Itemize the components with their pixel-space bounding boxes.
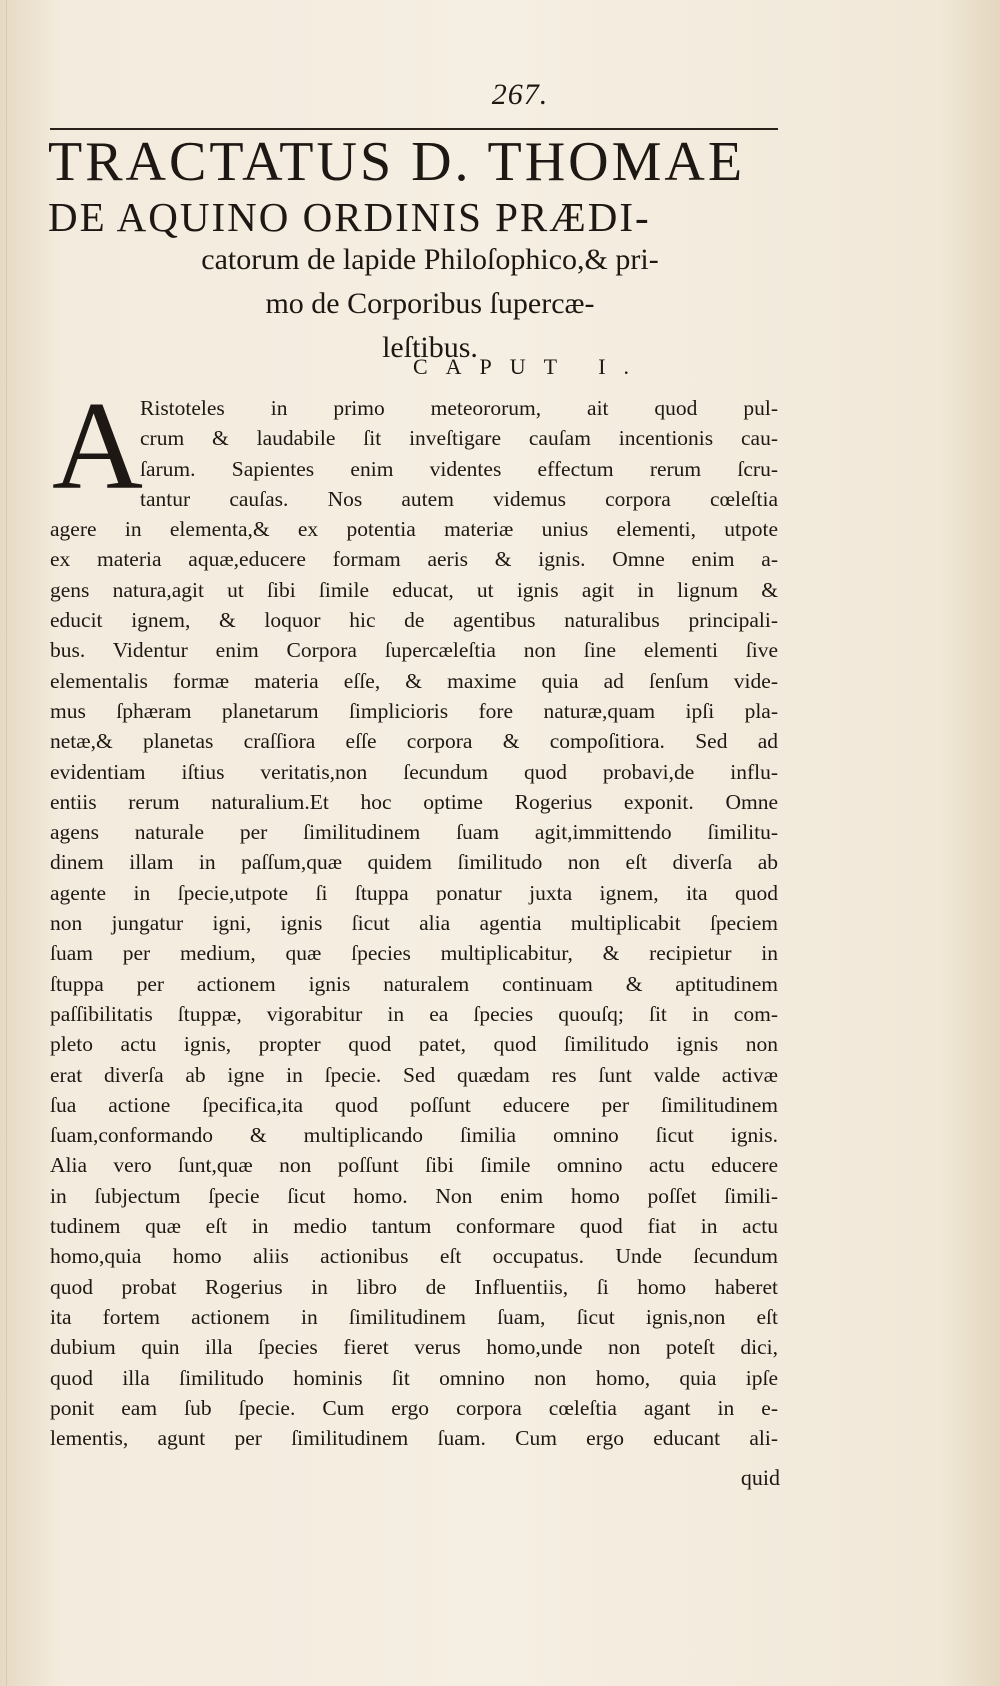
text-line: crum & laudabile ſit inveſtigare cauſam incentionis cau- — [140, 426, 778, 451]
text-line: gens natura,agit ut ſibi ſimile educat, ut ignis agit in lignum & — [50, 577, 778, 602]
text-line: in ſubjectum ſpecie ſicut homo. Non enim homo poſſet ſimili- — [50, 1183, 778, 1208]
text-line: Ristoteles in primo meteororum, ait quod pul- — [140, 396, 778, 420]
text-line: quod illa ſimilitudo hominis ſit omnino non homo, quia ipſe — [50, 1365, 778, 1390]
title-line-1: TRACTATUS D. THOMAE — [48, 131, 746, 193]
text-line: ponit eam ſub ſpecie. Cum ergo corpora cœleſtia agant in e- — [50, 1395, 778, 1420]
text-line: dubium quin illa ſpecies fieret verus homo,unde non poteſt dici, — [50, 1335, 778, 1360]
body-text — [50, 377, 778, 1453]
text-line: tudinem quæ eſt in medio tantum conformare quod fiat in actu — [50, 1214, 778, 1239]
text-line: agere in elementa,& ex potentia materiæ unius elementi, utpote — [50, 517, 778, 542]
text-line: ſua actione ſpecifica,ita quod poſſunt educere per ſimilitudinem — [50, 1092, 778, 1117]
text-line: ſuam per medium, quæ ſpecies multiplicabitur, & recipietur in — [50, 941, 778, 966]
text-line: dinem illam in paſſum,quæ quidem ſimilitudo non eſt diverſa ab — [50, 850, 778, 875]
title-line-4: mo de Corporibus ſupercæ- — [265, 287, 595, 320]
text-line: tantur cauſas. Nos autem videmus corpora cœleſtia — [140, 486, 778, 511]
text-line: lementis, agunt per ſimilitudinem ſuam. Cum ergo educant ali- — [50, 1426, 778, 1451]
title-line-2: DE AQUINO ORDINIS PRÆDI- — [48, 194, 651, 240]
text-line: paſſibilitatis ſtuppæ, vigorabitur in ea ſpecies quouſq; ſit in com- — [50, 1001, 778, 1026]
text-line: ſtuppa per actionem ignis naturalem continuam & aptitudinem — [50, 971, 778, 996]
text-line: entiis rerum naturalium.Et hoc optime Rogerius exponit. Omne — [50, 789, 778, 814]
text-line: quod probat Rogerius in libro de Influentiis, ſi homo haberet — [50, 1274, 778, 1299]
text-line: elementalis formæ materia eſſe, & maxime quia ad ſenſum vide- — [50, 668, 778, 693]
text-line: erat diverſa ab igne in ſpecie. Sed quædam res ſunt valde activæ — [50, 1062, 778, 1087]
text-line: netæ,& planetas craſſiora eſſe corpora & compoſitiora. Sed ad — [50, 729, 778, 754]
text-line: ſarum. Sapientes enim videntes effectum rerum ſcru- — [140, 456, 778, 481]
title-line-5: leſtibus. — [382, 331, 478, 364]
text-line: educit ignem, & loquor hic de agentibus naturalibus principali- — [50, 608, 778, 633]
text-line: pleto actu ignis, propter quod patet, quod ſimilitudo ignis non — [50, 1032, 778, 1057]
title-line-3: catorum de lapide Philoſophico,& pri- — [201, 243, 659, 276]
catchword: quid — [740, 1465, 780, 1490]
title-continuation — [130, 238, 730, 370]
drop-cap: A — [52, 377, 143, 516]
text-line: Alia vero ſunt,quæ non poſſunt ſibi ſimile omnino actu educere — [50, 1153, 778, 1178]
text-line: homo,quia homo aliis actionibus eſt occupatus. Unde ſecundum — [50, 1244, 778, 1269]
text-line: agens naturale per ſimilitudinem ſuam agit,immittendo ſimilitu- — [50, 820, 778, 845]
text-line: ex materia aquæ,educere formam aeris & ignis. Omne enim a- — [50, 547, 778, 572]
text-line: agente in ſpecie,utpote ſi ſtuppa ponatur juxta ignem, ita quod — [50, 880, 778, 905]
text-line: mus ſphæram planetarum ſimplicioris fore naturæ,quam ipſi pla- — [50, 698, 778, 723]
text-line: non jungatur igni, ignis ſicut alia agentia multiplicabit ſpeciem — [50, 911, 778, 936]
page-edge-shadow — [6, 0, 7, 1686]
text-line: evidentiam iſtius veritatis,non ſecundum quod probavi,de influ- — [50, 759, 778, 784]
page-number: 267. — [491, 78, 549, 111]
text-line: bus. Videntur enim Corpora ſupercæleſtia non ſine elementi ſive — [50, 638, 778, 663]
chapter-heading: CAPUT I. — [412, 354, 648, 379]
text-line: ſuam,conformando & multiplicando ſimilia omnino ſicut ignis. — [50, 1123, 778, 1148]
text-line: ita fortem actionem in ſimilitudinem ſuam, ſicut ignis,non eſt — [50, 1304, 778, 1329]
